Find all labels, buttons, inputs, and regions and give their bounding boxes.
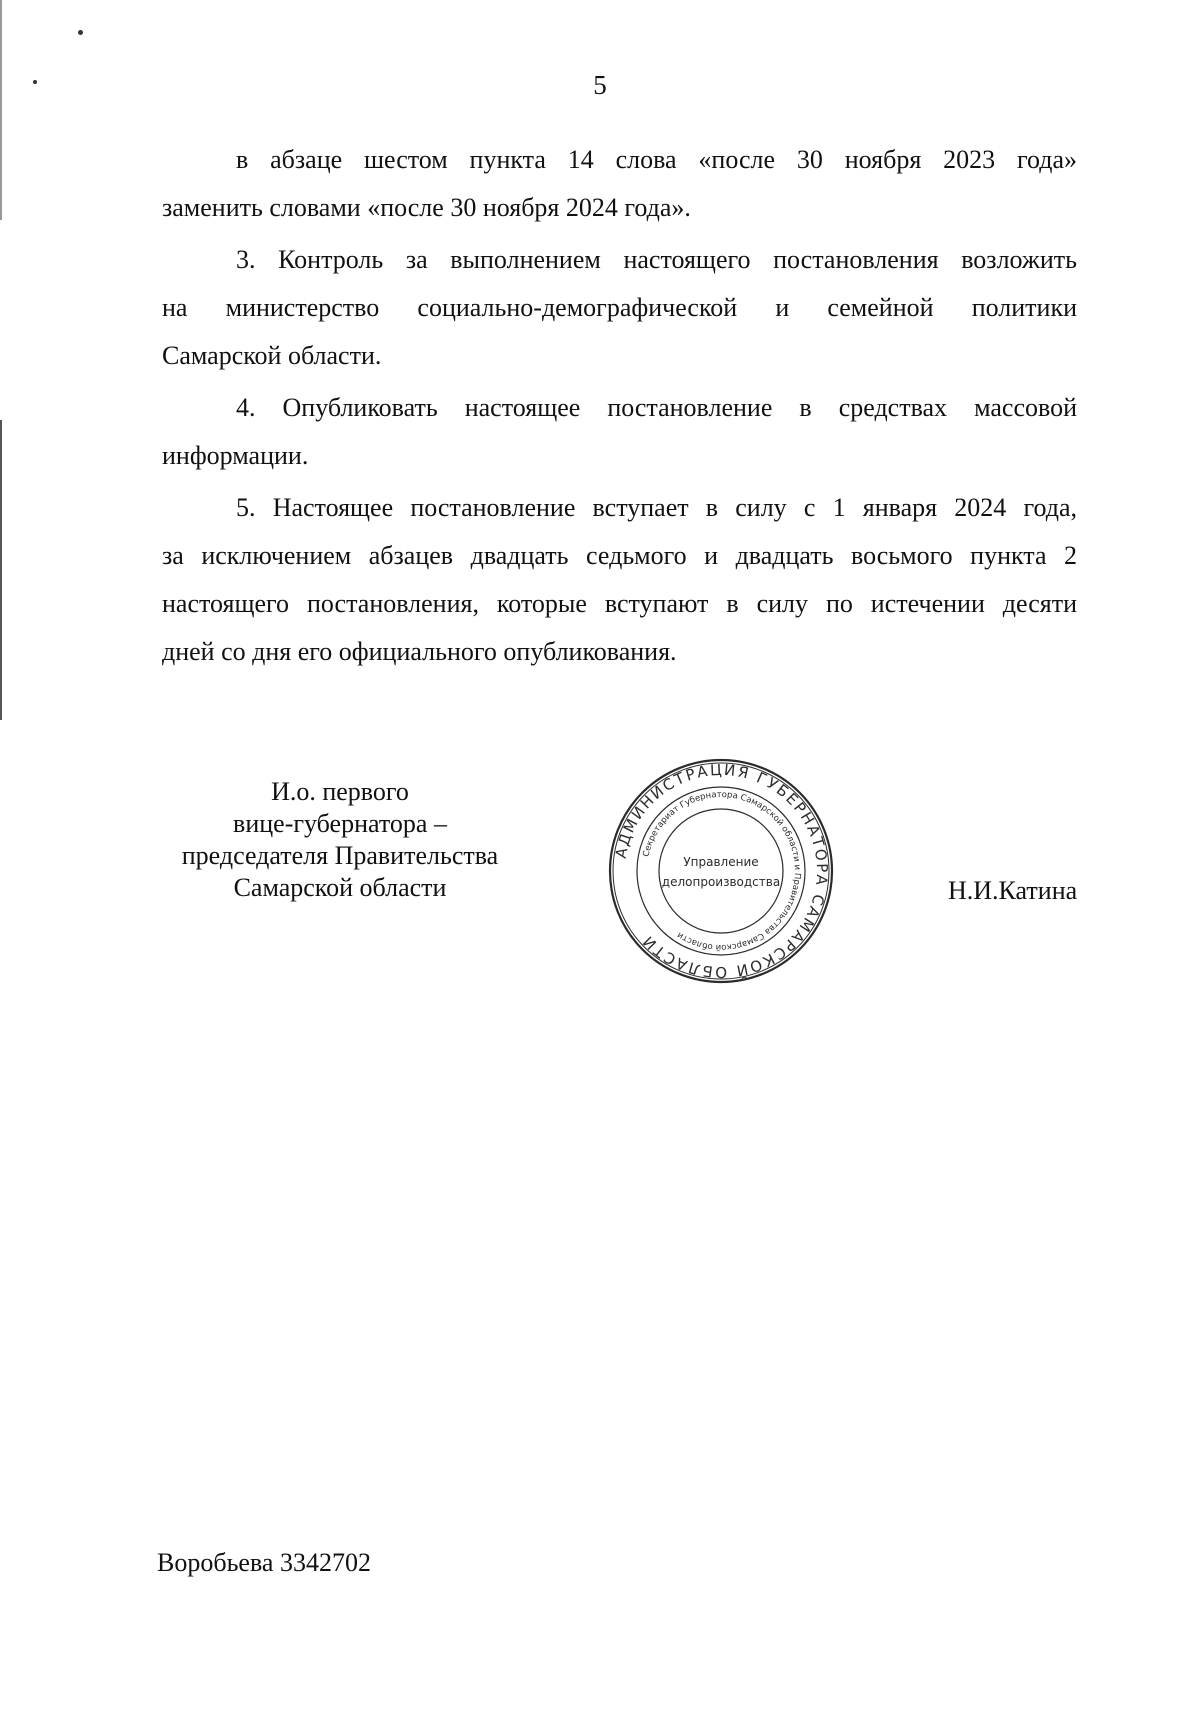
signer-title-line: Самарской области <box>233 873 447 902</box>
paragraph-effective-date <box>162 484 1077 676</box>
paragraph-amendment <box>162 136 1077 232</box>
stamp-inner-text: Секретариат Губернатора Самарской области и Правительства Самарской области <box>641 789 803 953</box>
signer-title-line: И.о. первого <box>271 777 409 806</box>
scan-edge-line <box>0 0 2 220</box>
text-line: дней со дня его официального опубликования. <box>162 637 677 666</box>
text-line: в абзаце шестом пункта 14 слова «после 30 ноября 2023 года» <box>236 145 1077 174</box>
executor-contact: Воробьева 3342702 <box>157 1548 371 1577</box>
signer-title-line: председателя Правительства <box>181 841 499 870</box>
text-line: заменить словами «после 30 ноября 2024 года». <box>162 193 691 222</box>
stamp-center-line: делопроизводства <box>661 875 781 889</box>
text-line: настоящего постановления, которые вступают в силу по истечении десяти <box>162 589 1077 618</box>
signer-name: Н.И.Катина <box>948 876 1078 905</box>
signer-title <box>140 776 540 904</box>
text-line: 4. Опубликовать настоящее постановление в средствах массовой <box>236 393 1077 422</box>
page-number: 5 <box>593 70 607 100</box>
stamp-center-line: Управление <box>683 855 759 869</box>
text-line: 5. Настоящее постановление вступает в силу с 1 января 2024 года, <box>236 493 1077 522</box>
scan-edge-line <box>0 420 2 720</box>
text-line: на министерство социально-демографической и семейной политики <box>162 293 1077 322</box>
stamp-outer-text: АДМИНИСТРАЦИЯ ГУБЕРНАТОРА САМАРСКОЙ ОБЛАСТИ <box>611 760 832 982</box>
text-line: информации. <box>162 441 309 470</box>
text-line: Самарской области. <box>162 341 382 370</box>
stamp-middle-ring <box>637 787 805 955</box>
paragraph-control <box>162 236 1077 380</box>
signer-title-line: вице-губернатора – <box>233 809 447 838</box>
stamp-inner-ring <box>659 809 783 933</box>
text-line: 3. Контроль за выполнением настоящего постановления возложить <box>236 245 1077 274</box>
scan-speck <box>78 30 83 35</box>
text-line: за исключением абзацев двадцать седьмого и двадцать восьмого пункта 2 <box>162 541 1077 570</box>
official-stamp <box>606 756 836 986</box>
paragraph-publication <box>162 384 1077 480</box>
